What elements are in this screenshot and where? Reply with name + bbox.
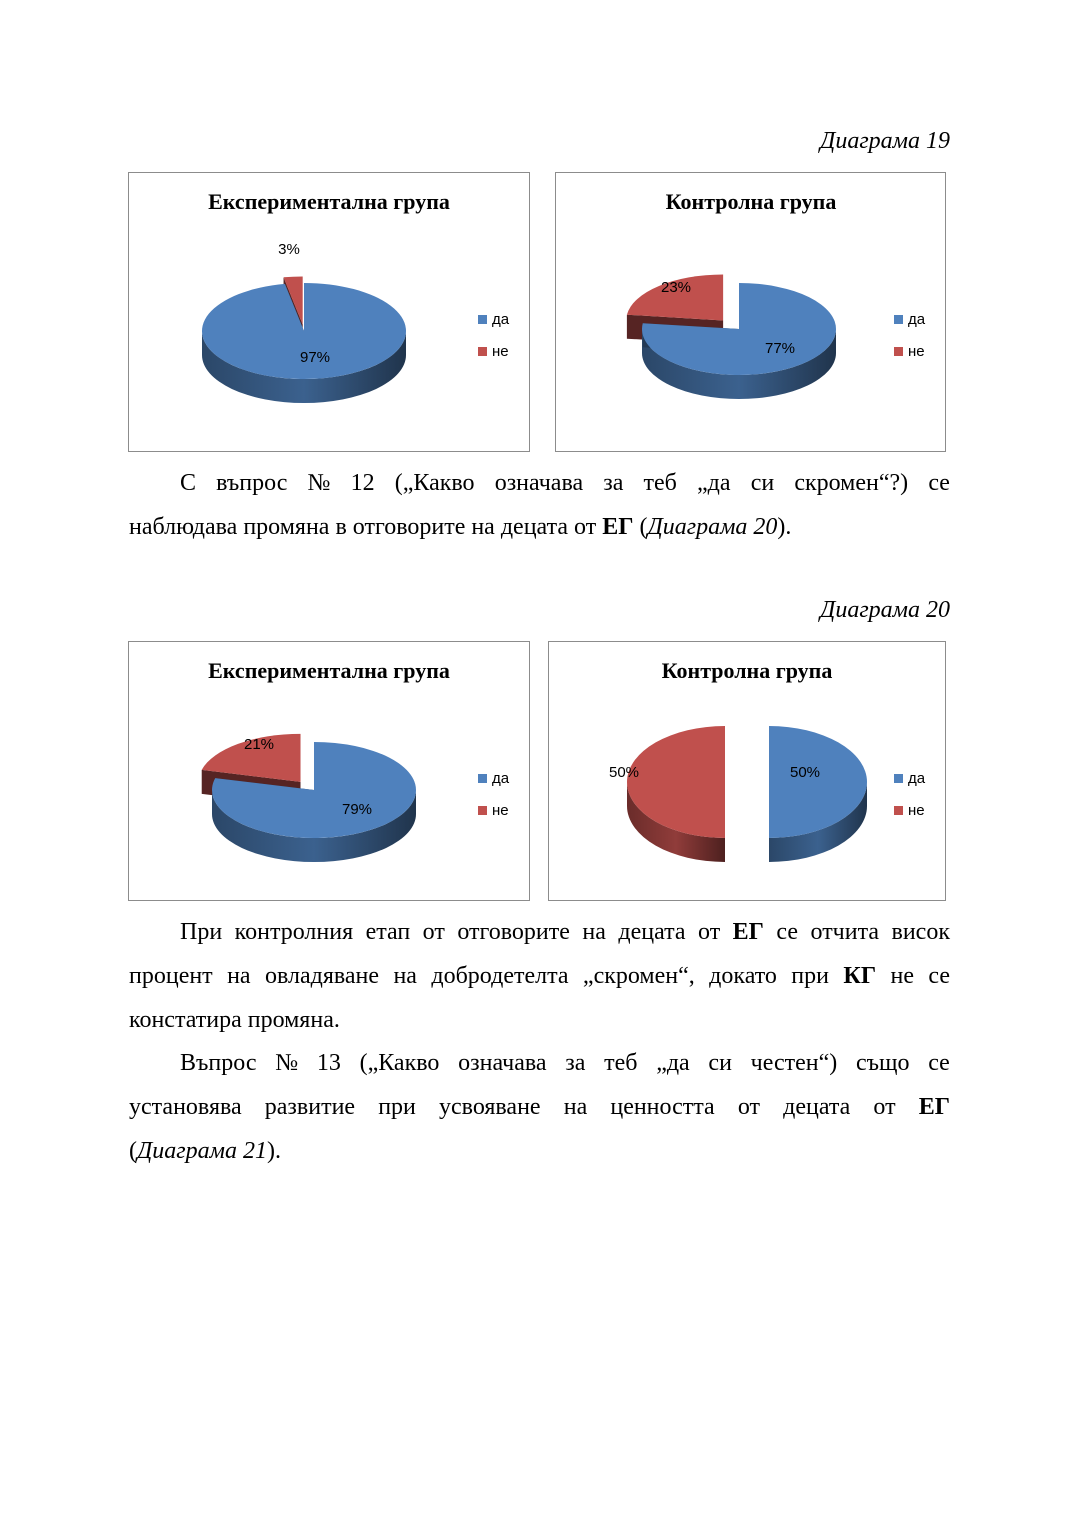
word: означава (494, 470, 584, 496)
legend-item-yes (478, 309, 509, 329)
data-label-yes: 79% (341, 801, 373, 818)
data-label-yes: 50% (789, 764, 821, 781)
legend-label-yes: да (492, 310, 510, 328)
legend-label-no: не (492, 342, 509, 360)
pie-slice-yes (769, 726, 867, 862)
text-run: не се (876, 963, 951, 989)
pie-svg (129, 173, 531, 453)
data-label-yes: 77% (764, 340, 796, 357)
data-label-no: 50% (608, 764, 640, 781)
word: въпрос (216, 470, 288, 496)
pie-svg (549, 642, 947, 902)
word: честен“) (750, 1050, 838, 1076)
legend-swatch-no (478, 347, 487, 356)
paragraph-line (129, 461, 950, 505)
legend-item-no (894, 800, 925, 820)
legend-label-yes: да (908, 310, 926, 328)
legend-label-yes: да (908, 769, 926, 787)
text-run: При контролния етап от отговорите на децата от (180, 919, 733, 945)
chart-legend (894, 309, 925, 373)
word: 12 (350, 470, 375, 496)
word: развитие (264, 1094, 356, 1120)
legend-item-no (894, 341, 925, 361)
word: на (563, 1094, 588, 1120)
chart-title: Контролна група (661, 658, 833, 683)
paragraph-line (129, 1085, 950, 1129)
legend-swatch-yes (894, 774, 903, 783)
text-run: ( (129, 1138, 137, 1164)
legend-label-yes: да (492, 769, 510, 787)
chart-legend (478, 309, 509, 373)
chart-legend (894, 768, 925, 832)
legend-label-no: не (908, 342, 925, 360)
legend-item-yes (478, 768, 509, 788)
data-label-no: 23% (660, 279, 692, 296)
pie-svg (556, 173, 947, 453)
word: от (873, 1094, 896, 1120)
word: установява (129, 1094, 242, 1120)
data-label-no: 21% (243, 736, 275, 753)
data-label-yes: 97% (299, 349, 331, 366)
text-run: ( (633, 514, 648, 540)
word: („Какво (394, 470, 475, 496)
text-run: наблюдава промяна в отговорите на децата от (129, 514, 603, 540)
legend-swatch-yes (894, 315, 903, 324)
word: „да (656, 1050, 690, 1076)
diagram-20-caption: Диаграма 20 (820, 597, 950, 623)
word: № (275, 1050, 299, 1076)
pie-slice-no (627, 726, 725, 862)
paragraph-line (129, 954, 950, 998)
paragraph-line (129, 1129, 950, 1173)
chart-19-experimental (128, 172, 530, 452)
word: 13 (316, 1050, 341, 1076)
word: № (307, 470, 331, 496)
paragraph-control-stage (129, 910, 950, 1042)
chart-legend (478, 768, 509, 832)
legend-swatch-yes (478, 315, 487, 324)
text-run: ). (266, 1138, 281, 1164)
legend-label-no: не (908, 801, 925, 819)
chart-19-control (555, 172, 946, 452)
text-run: процент на овладяване на добродетелта „скромен“, докато при (129, 963, 844, 989)
word: ценността (610, 1094, 715, 1120)
legend-item-no (478, 800, 509, 820)
group-abbr: ЕГ (602, 514, 634, 540)
word: усвояване (439, 1094, 541, 1120)
text-run: се отчита висок (763, 919, 950, 945)
word: теб (643, 470, 677, 496)
word: („Какво (359, 1050, 440, 1076)
group-abbr: ЕГ (732, 919, 764, 945)
legend-swatch-no (894, 347, 903, 356)
legend-item-yes (894, 768, 925, 788)
chart-20-control (548, 641, 946, 901)
word: означава (458, 1050, 547, 1076)
diagram-19-caption: Диаграма 19 (820, 128, 950, 154)
group-abbr: ЕГ (918, 1094, 950, 1120)
paragraph-line (129, 1041, 950, 1085)
word: също (855, 1050, 910, 1076)
legend-swatch-no (478, 806, 487, 815)
word: децата (783, 1094, 851, 1120)
word: Въпрос (180, 1050, 257, 1076)
legend-item-yes (894, 309, 925, 329)
word: за (603, 470, 624, 496)
paragraph-question-12 (129, 461, 950, 549)
paragraph-line: констатира промяна. (129, 1007, 340, 1033)
diagram-ref: Диаграма 20 (647, 514, 778, 540)
justified-run (180, 910, 950, 954)
data-label-no: 3% (278, 241, 300, 258)
paragraph-line (129, 910, 950, 954)
word: „да (697, 470, 731, 496)
word: си (750, 470, 775, 496)
chart-20-experimental (128, 641, 530, 901)
word: теб (604, 1050, 638, 1076)
text-run: ). (777, 514, 792, 540)
legend-swatch-no (894, 806, 903, 815)
pie-svg (129, 642, 531, 902)
legend-label-no: не (492, 801, 509, 819)
word: от (737, 1094, 760, 1120)
paragraph-question-13 (129, 1041, 950, 1173)
chart-title: Контролна група (665, 189, 837, 214)
group-abbr: КГ (843, 963, 877, 989)
chart-title: Експериментална група (208, 189, 450, 214)
word: се (928, 470, 950, 496)
word: скромен“?) (794, 470, 909, 496)
paragraph-line (129, 505, 950, 549)
word: С (180, 470, 197, 496)
legend-swatch-yes (478, 774, 487, 783)
word: си (708, 1050, 732, 1076)
legend-item-no (478, 341, 509, 361)
pie-slice-yes (202, 283, 406, 403)
diagram-ref: Диаграма 21 (137, 1138, 267, 1164)
word: при (378, 1094, 416, 1120)
chart-title: Експериментална група (208, 658, 450, 683)
word: за (565, 1050, 586, 1076)
word: се (928, 1050, 950, 1076)
